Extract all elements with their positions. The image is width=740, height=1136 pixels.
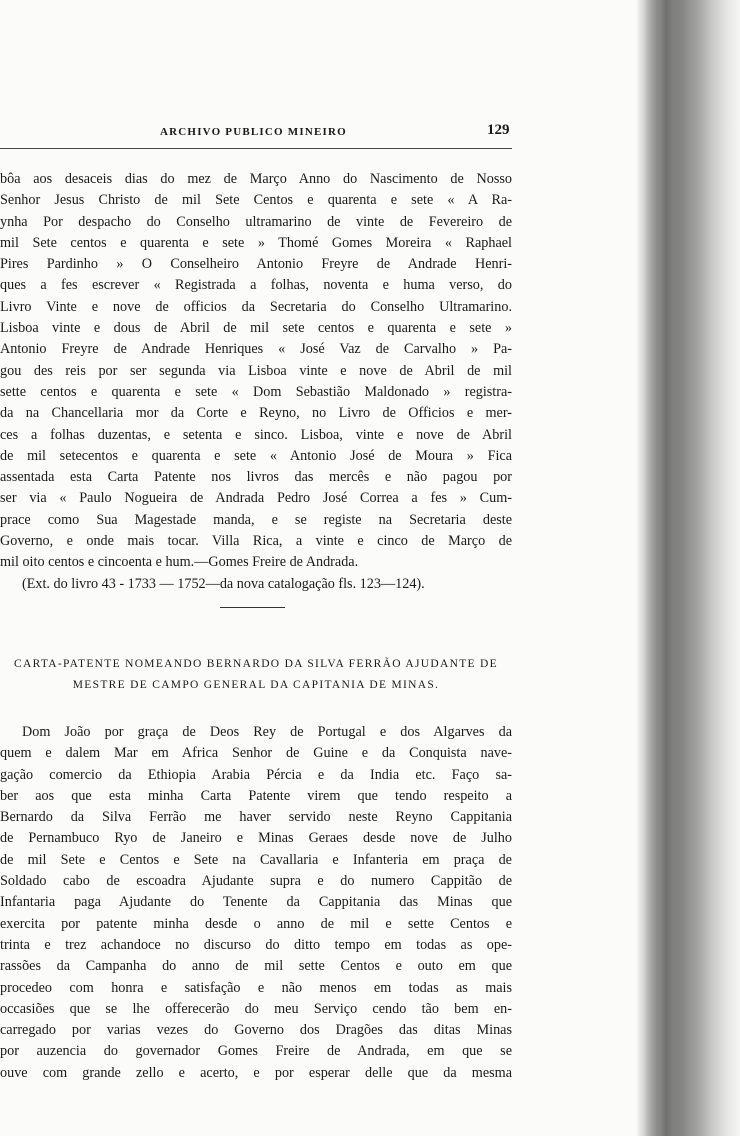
book-gutter-shadow	[637, 0, 740, 1136]
text-line: Pires Pardinho » O Conselheiro Antonio Freyre de Andrade Henri-	[0, 256, 512, 273]
text-line: sette centos e quarenta e sete « Dom Sebastião Maldonado » registra-	[0, 383, 512, 400]
text-line: de Pernambuco Ryo de Janeiro e Minas Geraes desde nove de Julho	[0, 830, 512, 847]
paragraph-body	[0, 722, 512, 1084]
page-header	[0, 120, 520, 144]
page-number: 129	[487, 122, 510, 138]
header-rule	[0, 148, 512, 149]
text-line: ynha Por despacho do Conselho ultramarino de vinte de Fevereiro de	[0, 213, 512, 230]
text-line: assentada esta Carta Patente nos livros das mercês e não pagou por	[0, 469, 512, 486]
text-line: carregado por varias vezes do Governo dos Dragões das ditas Minas	[0, 1022, 512, 1039]
text-line: mil Sete centos e quarenta e sete » Thomé Gomes Moreira « Raphael	[0, 234, 512, 251]
text-line: Dom João por graça de Deos Rey de Portugal e dos Algarves da	[22, 724, 512, 740]
text-line: ouve com grande zello e acerto, e por esperar delle que da mesma	[0, 1064, 512, 1081]
text-line: bôa aos desaceis dias do mez de Março Anno do Nascimento de Nosso	[0, 171, 512, 187]
text-line: Lisboa vinte e dous de Abril de mil sete centos e quarenta e sete »	[0, 320, 512, 337]
paragraph-continuation	[0, 169, 512, 595]
book-gutter-edge	[660, 0, 672, 1136]
text-line: Bernardo da Silva Ferrão me haver servido neste Reyno Cappitania	[0, 809, 512, 826]
text-line: exercita por patente minha desde o anno de mil e sette Centos e	[0, 915, 512, 932]
text-line: Livro Vinte e nove de officios da Secretaria do Conselho Ultramarino.	[0, 298, 512, 315]
text-line: quem e dalem Mar em Africa Senhor de Guine e da Conquista nave-	[0, 745, 512, 762]
text-line: gação comercio da Ethiopia Arabia Pércia e da India etc. Faço sa-	[0, 766, 512, 783]
text-line: ques a fes escrever « Registrada a folhas, noventa e huma verso, do	[0, 277, 512, 294]
text-line: Soldado cabo de escoadra Ajudante supra e do numero Cappitão de	[0, 873, 512, 890]
text-line: trinta e trez achandoce no discurso do ditto tempo em todas as ope-	[0, 936, 512, 953]
section-title	[0, 654, 512, 696]
text-line: Infantaria paga Ajudante do Tenente da Cappitania das Minas que	[0, 894, 512, 911]
text-line: gou des reis por ser segunda via Lisboa vinte e nove de Abril de mil	[0, 362, 512, 379]
text-line: Senhor Jesus Christo de mil Sete Centos e quarenta e sete « A Ra-	[0, 192, 512, 209]
running-head: ARCHIVO PUBLICO MINEIRO	[160, 126, 347, 138]
section-title-line: MESTRE DE CAMPO GENERAL DA CAPITANIA DE MINAS.	[72, 679, 440, 691]
text-line: Antonio Freyre de Andrade Henriques « José Vaz de Carvalho » Pa-	[0, 341, 512, 358]
text-line: procedeo com honra e satisfação e não menos em todas as mais	[0, 979, 512, 996]
text-line: de mil setecentos e quarenta e sete « Antonio José de Moura » Fica	[0, 447, 512, 464]
text-line: ber aos que esta minha Carta Patente virem que tendo respeito a	[0, 787, 512, 804]
citation: (Ext. do livro 43 - 1733 — 1752—da nova catalogação fls. 123—124).	[22, 575, 425, 592]
text-line: mil oito centos e cincoenta e hum.—Gomes Freire de Andrada.	[0, 554, 359, 571]
section-separator	[220, 607, 285, 608]
text-line: ser via « Paulo Nogueira de Andrada Pedro José Correa a fes » Cum-	[0, 490, 512, 507]
text-line: da na Chancellaria mor da Corte e Reyno, no Livro de Officios e mer-	[0, 405, 512, 422]
section-title-line: CARTA-PATENTE NOMEANDO BERNARDO DA SILVA FERRÃO AJUDANTE DE	[14, 658, 498, 670]
text-line: occasiões que se lhe offerecerão do meu Serviço cendo tão bem en-	[0, 1000, 512, 1017]
text-line: prace como Sua Magestade manda, e se registe na Secretaria deste	[0, 511, 512, 528]
text-line: ces a folhas duzentas, e setenta e sinco. Lisboa, vinte e nove de Abril	[0, 426, 512, 443]
text-line: de mil Sete e Centos e Sete na Cavallaria e Infanteria em praça de	[0, 851, 512, 868]
text-line: por auzencia do governador Gomes Freire de Andrada, em que se	[0, 1043, 512, 1060]
text-line: Governo, e onde mais tocar. Villa Rica, a vinte e cinco de Março de	[0, 533, 512, 550]
text-line: rassões da Campanha do anno de mil sette Centos e outo em que	[0, 958, 512, 975]
